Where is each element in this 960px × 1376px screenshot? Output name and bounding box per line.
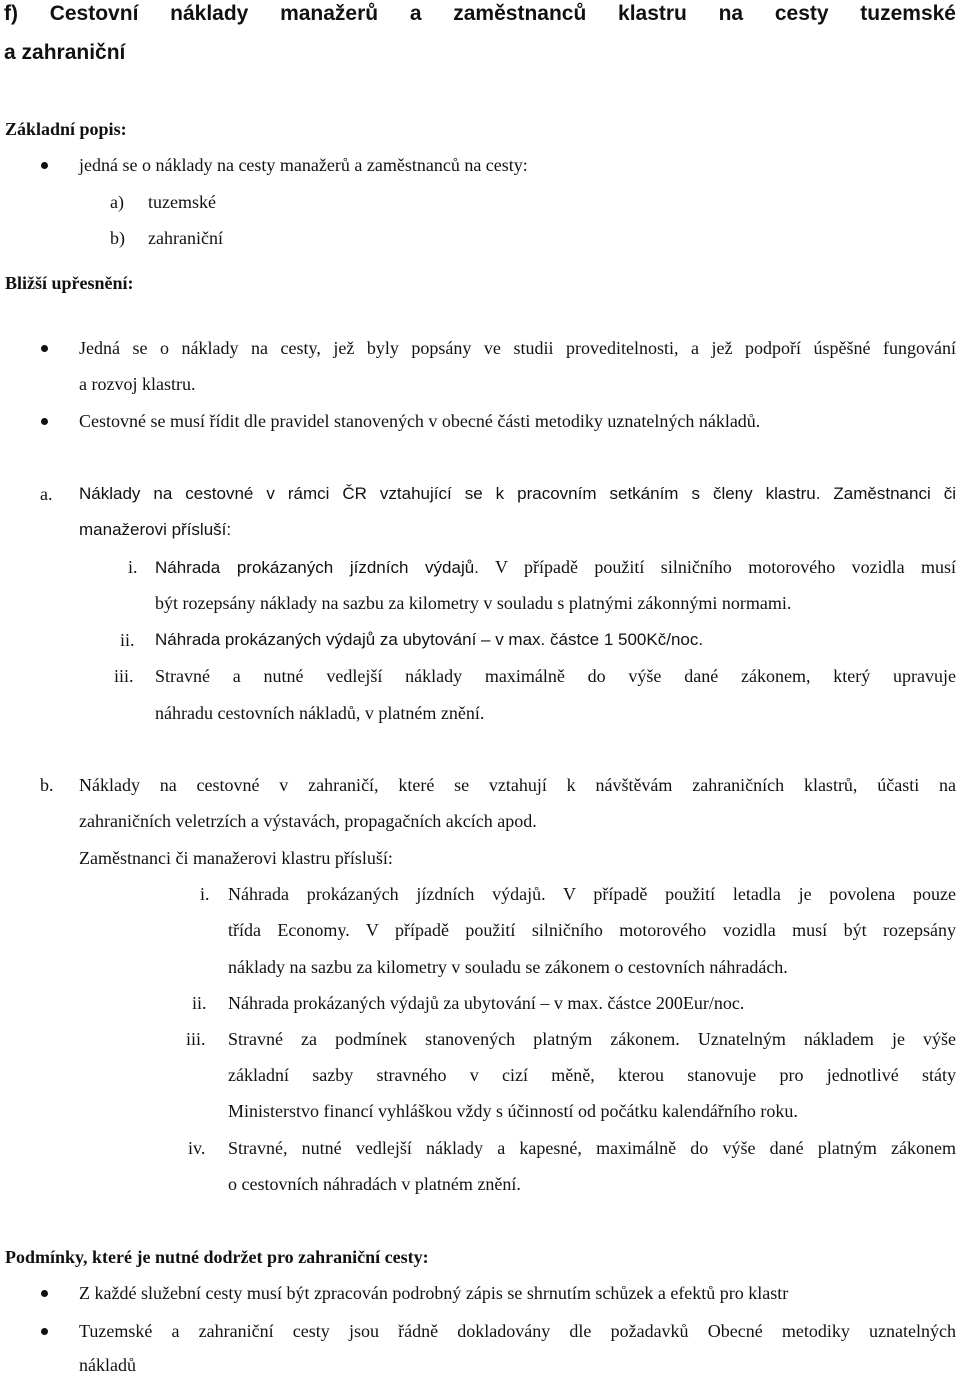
section-a-item1-line1: Náhrada prokázaných jízdních výdajů. V případě použití silničního motorového vozidla musí	[155, 557, 956, 577]
section-b-line1: Náklady na cestovné v zahraničí, které se vztahují k návštěvám zahraničních klastrů, účasti na	[79, 775, 956, 795]
list-label: ii.	[120, 630, 135, 650]
bullet-icon	[41, 418, 48, 425]
bullet-icon	[41, 1328, 48, 1335]
bullet-icon	[41, 1290, 48, 1297]
section-title-line2: a zahraniční	[4, 41, 126, 64]
basic-description-heading: Základní popis:	[5, 119, 127, 139]
section-b-line2: zahraničních veletrzích a výstavách, propagačních akcích apod.	[79, 811, 537, 831]
list-label: iii.	[186, 1029, 206, 1049]
section-b-item4-line1: Stravné, nutné vedlejší náklady a kapesné, maximálně do výše dané platným zákonem	[228, 1138, 956, 1158]
section-b-item3-line2: základní sazby stravného v cizí měně, kterou stanovuje pro jednotlivé státy	[228, 1065, 956, 1085]
section-a-item2: Náhrada prokázaných výdajů za ubytování – v max. částce 1 500Kč/noc.	[155, 630, 704, 649]
conditions-bullet2-line1: Tuzemské a zahraniční cesty jsou řádně dokladovány dle požadavků Obecné metodiky uznatelných	[79, 1321, 956, 1341]
section-b-item3-line3: Ministerstvo financí vyhláškou vždy s účinností od počátku kalendářního roku.	[228, 1101, 798, 1121]
list-label: ii.	[192, 993, 207, 1013]
details-heading: Bližší upřesnění:	[5, 273, 134, 293]
section-b-item2: Náhrada prokázaných výdajů za ubytování – v max. částce 200Eur/noc.	[228, 993, 745, 1013]
section-a-line1: Náklady na cestovné v rámci ČR vztahující se k pracovním setkáním s členy klastru. Zaměstnanci či	[79, 484, 956, 503]
section-b-line3: Zaměstnanci či manažerovi klastru přísluší:	[79, 848, 393, 868]
section-a-item1-line2: být rozepsány náklady na sazbu za kilometry v souladu s platnými zákonnými normami.	[155, 593, 792, 613]
list-label: iv.	[188, 1138, 206, 1158]
conditions-heading: Podmínky, které je nutné dodržet pro zahraniční cesty:	[5, 1247, 429, 1267]
bullet-icon	[41, 162, 48, 169]
section-b-item1-line3: náklady na sazbu za kilometry v souladu se zákonem o cestovních náhradách.	[228, 957, 788, 977]
details-bullet2: Cestovné se musí řídit dle pravidel stanovených v obecné části metodiky uznatelných nákladů.	[79, 411, 761, 431]
details-bullet1-line2: a rozvoj klastru.	[79, 374, 196, 394]
list-label: iii.	[114, 666, 134, 686]
section-b-item4-line2: o cestovních náhradách v platném znění.	[228, 1174, 521, 1194]
list-label: i.	[200, 884, 210, 904]
details-bullet1-line1: Jedná se o náklady na cesty, jež byly popsány ve studii proveditelnosti, a jež podpoří úspěšné fungování	[79, 338, 956, 358]
section-a-line2: manažerovi přísluší:	[79, 520, 232, 539]
conditions-bullet1: Z každé služební cesty musí být zpracován podrobný zápis se shrnutím schůzek a efektů pro klastr	[79, 1283, 789, 1303]
conditions-bullet2-line2: nákladů	[79, 1355, 136, 1375]
section-a-item3-line2: náhradu cestovních nákladů, v platném znění.	[155, 703, 485, 723]
list-label: i.	[128, 557, 138, 577]
list-item-foreign: zahraniční	[148, 228, 223, 248]
section-b-item1-line2: třída Economy. V případě použití silničního motorového vozidla musí být rozepsány	[228, 920, 956, 940]
list-label: a)	[110, 192, 124, 212]
section-b-item1-line1: Náhrada prokázaných jízdních výdajů. V případě použití letadla je povolena pouze	[228, 884, 956, 904]
list-label: b)	[110, 228, 125, 248]
section-b-label: b.	[40, 775, 54, 795]
section-b-item3-line1: Stravné za podmínek stanovených platným zákonem. Uznatelným nákladem je výše	[228, 1029, 956, 1049]
list-item-domestic: tuzemské	[148, 192, 216, 212]
section-title-line1: f) Cestovní náklady manažerů a zaměstnanců klastru na cesty tuzemské	[4, 2, 956, 25]
bullet-icon	[41, 345, 48, 352]
basic-description-bullet: jedná se o náklady na cesty manažerů a zaměstnanců na cesty:	[79, 155, 528, 175]
section-a-item3-line1: Stravné a nutné vedlejší náklady maximálně do výše dané zákonem, který upravuje	[155, 666, 956, 686]
section-a-label: a.	[40, 484, 53, 504]
